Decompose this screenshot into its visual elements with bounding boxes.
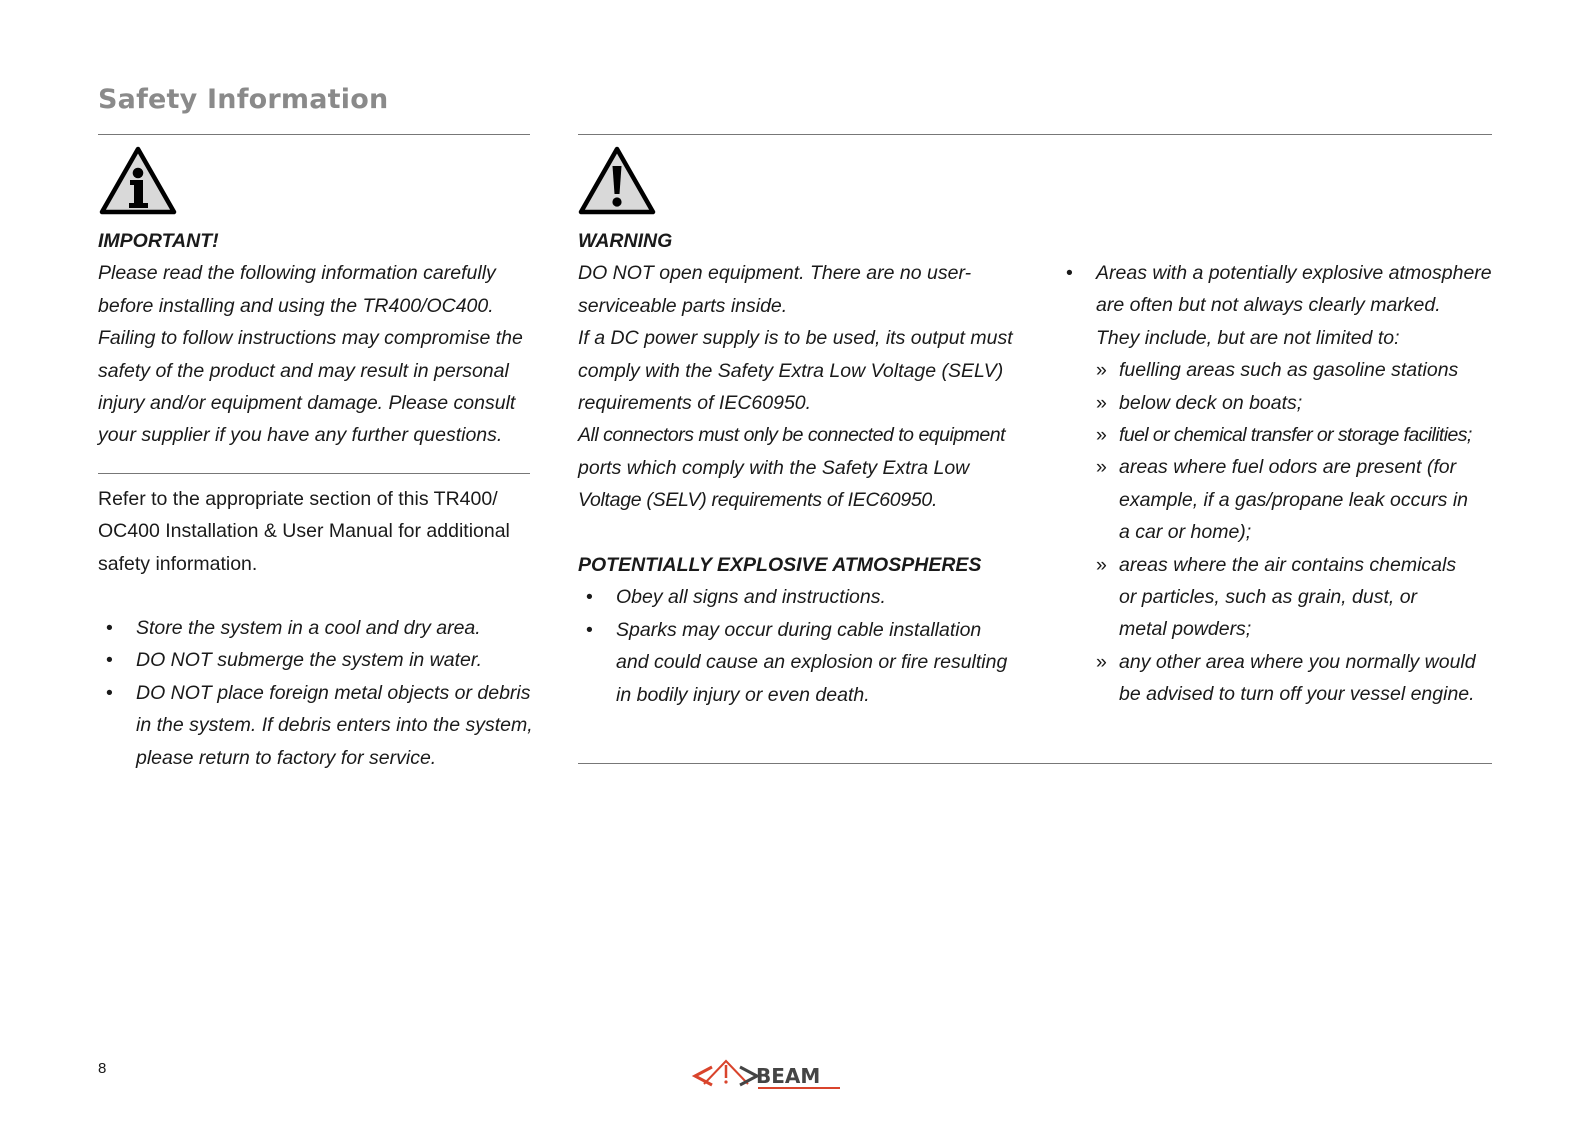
list-item [1058, 257, 1498, 711]
explosive-bullet-list [578, 581, 1028, 711]
warning-line: All connectors must only be connected to equipment [578, 424, 1006, 447]
sub-marker: » [1096, 424, 1107, 447]
warning-heading: WARNING [578, 230, 673, 252]
page-title: Safety Information [98, 84, 389, 115]
warning-line: DO NOT open equipment. There are no user- [578, 262, 972, 285]
list-item-line: be advised to turn off your vessel engine. [1119, 683, 1475, 706]
areas-intro-line: are often but not always clearly marked. [1096, 294, 1441, 317]
list-item-line: areas where the air contains chemicals [1119, 553, 1457, 576]
list-item-line: DO NOT place foreign metal objects or debris [136, 681, 531, 704]
sub-marker: » [1096, 359, 1107, 382]
sub-marker: » [1096, 650, 1107, 673]
divider-right-top [578, 134, 1492, 135]
list-item-line: in the system. If debris enters into the system, [136, 714, 533, 737]
list-item-line: metal powders; [1119, 618, 1252, 641]
important-line: injury and/or equipment damage. Please consult [98, 392, 516, 415]
list-item [578, 581, 1028, 613]
areas-sub-list [1096, 354, 1498, 710]
list-item-line: example, if a gas/propane leak occurs in [1119, 488, 1469, 511]
areas-intro-line: They include, but are not limited to: [1096, 326, 1400, 349]
info-icon [99, 146, 177, 216]
storage-bullet-list [98, 612, 538, 774]
divider-left-middle [98, 473, 530, 474]
list-item-line: below deck on boats; [1119, 391, 1303, 414]
warning-section [578, 225, 1028, 517]
important-line: Please read the following information carefully [98, 262, 496, 285]
areas-section [1058, 257, 1498, 711]
important-line: safety of the product and may result in personal [98, 359, 509, 382]
sub-list-item [1096, 354, 1498, 386]
divider-left-top [98, 134, 530, 135]
list-item-line: Sparks may occur during cable installation [616, 618, 982, 641]
explosive-heading: POTENTIALLY EXPLOSIVE ATMOSPHERES [578, 554, 982, 576]
warning-line: comply with the Safety Extra Low Voltage (SELV) [578, 359, 1004, 382]
list-item-line: DO NOT submerge the system in water. [136, 649, 483, 672]
list-item-line: fuel or chemical transfer or storage facilities; [1119, 424, 1472, 447]
list-item-line: or particles, such as grain, dust, or [1119, 586, 1418, 609]
list-item [98, 644, 538, 676]
sub-list-item [1096, 451, 1498, 548]
areas-intro-line: Areas with a potentially explosive atmosphere [1096, 262, 1492, 284]
explosive-section [578, 549, 1028, 711]
warning-line: Voltage (SELV) requirements of IEC60950. [578, 489, 938, 512]
sub-list-item [1096, 387, 1498, 419]
warning-line: ports which comply with the Safety Extra Low [578, 456, 970, 479]
refer-line: OC400 Installation & User Manual for additional [98, 520, 510, 543]
sub-list-item [1096, 646, 1498, 711]
refer-section [98, 483, 538, 580]
sub-list-item [1096, 419, 1498, 451]
list-item-line: and could cause an explosion or fire resulting [616, 651, 1008, 674]
bullet-marker: • [106, 681, 113, 704]
important-line: Failing to follow instructions may compromise the [98, 327, 523, 350]
warning-line: requirements of IEC60950. [578, 392, 812, 415]
bullet-marker: • [586, 586, 593, 609]
warning-line: If a DC power supply is to be used, its output must [578, 327, 1013, 350]
important-line: your supplier if you have any further questions. [98, 424, 503, 447]
list-item-line: areas where fuel odors are present (for [1119, 456, 1457, 479]
sub-marker: » [1096, 391, 1107, 414]
sub-marker: » [1096, 553, 1107, 576]
list-item-line: any other area where you normally would [1119, 650, 1476, 673]
sub-marker: » [1096, 456, 1107, 479]
list-item-line: Obey all signs and instructions. [616, 586, 886, 609]
warning-icon [578, 146, 656, 216]
list-item-line: fuelling areas such as gasoline stations [1119, 359, 1459, 382]
page-number: 8 [98, 1060, 107, 1077]
list-item-line: a car or home); [1119, 521, 1252, 544]
bullet-marker: • [106, 649, 113, 672]
sub-list-item [1096, 549, 1498, 646]
refer-line: Refer to the appropriate section of this TR400/ [98, 488, 498, 510]
bullet-marker: • [586, 618, 593, 641]
refer-line: safety information. [98, 552, 258, 575]
list-item [98, 677, 538, 774]
list-item-line: Store the system in a cool and dry area. [136, 617, 481, 639]
warning-line: serviceable parts inside. [578, 294, 788, 317]
list-item-line: in bodily injury or even death. [616, 683, 870, 706]
logo-text: BEAM [756, 1064, 821, 1088]
beam-logo [690, 1053, 846, 1093]
list-item [98, 612, 538, 644]
important-heading: IMPORTANT! [98, 230, 219, 252]
important-section [98, 225, 538, 452]
areas-bullet-list [1058, 257, 1498, 711]
bullet-marker: • [1066, 262, 1073, 284]
bullet-marker: • [106, 617, 113, 639]
important-line: before installing and using the TR400/OC400. [98, 294, 494, 317]
list-item-line: please return to factory for service. [136, 746, 437, 769]
list-item [578, 614, 1028, 711]
divider-right-bottom [578, 763, 1492, 764]
